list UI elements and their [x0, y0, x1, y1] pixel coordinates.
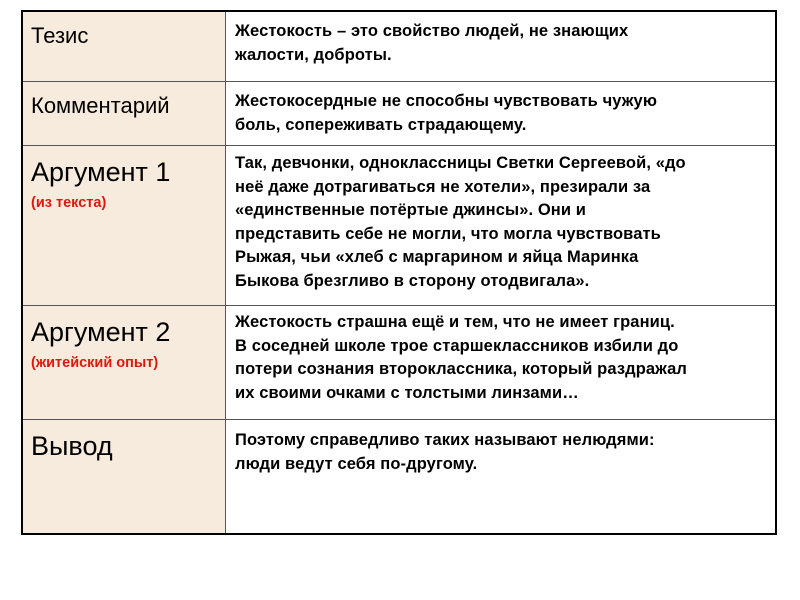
row-text-argument-1: Так, девчонки, одноклассницы Светки Сергеевой, «до неё даже дотрагиваться не хотели», презирали за «единственные потёртые джинсы». Они и представить себе не могли, что могла чувствовать Рыжая, чьи «хлеб с маргарином и яйца Маринка Быкова брезгливо в сторону отодвигала».	[226, 146, 775, 305]
table-row-conclusion	[23, 420, 775, 533]
row-text-conclusion: Поэтому справедливо таких называют нелюдями: люди ведут себя по-другому.	[226, 420, 775, 533]
row-label-comment: Комментарий	[31, 93, 170, 118]
argument-table	[21, 10, 777, 535]
table-row-argument-1	[23, 146, 775, 306]
table-row-comment	[23, 82, 775, 146]
row-subtitle-argument-1: (из текста)	[31, 195, 107, 211]
row-label-argument-1: Аргумент 1	[31, 157, 171, 187]
row-label-conclusion: Вывод	[31, 431, 113, 461]
row-label-thesis: Тезис	[31, 23, 89, 48]
row-label-cell	[23, 146, 226, 305]
row-text-argument-2: Жестокость страшна ещё и тем, что не имеет границ. В соседней школе трое старшеклассников избили до потери сознания второклассника, который раздражал их своими очками с толстыми линзами…	[226, 306, 775, 419]
table-row-argument-2	[23, 306, 775, 420]
row-label-cell	[23, 12, 226, 81]
row-label-cell	[23, 82, 226, 145]
row-label-argument-2: Аргумент 2	[31, 317, 171, 347]
table-row-thesis	[23, 12, 775, 82]
row-label-cell	[23, 306, 226, 419]
row-text-comment: Жестокосердные не способны чувствовать чужую боль, сопереживать страдающему.	[226, 82, 775, 145]
row-label-cell	[23, 420, 226, 533]
row-subtitle-argument-2: (житейский опыт)	[31, 355, 159, 371]
row-text-thesis: Жестокость – это свойство людей, не знающих жалости, доброты.	[226, 12, 775, 81]
